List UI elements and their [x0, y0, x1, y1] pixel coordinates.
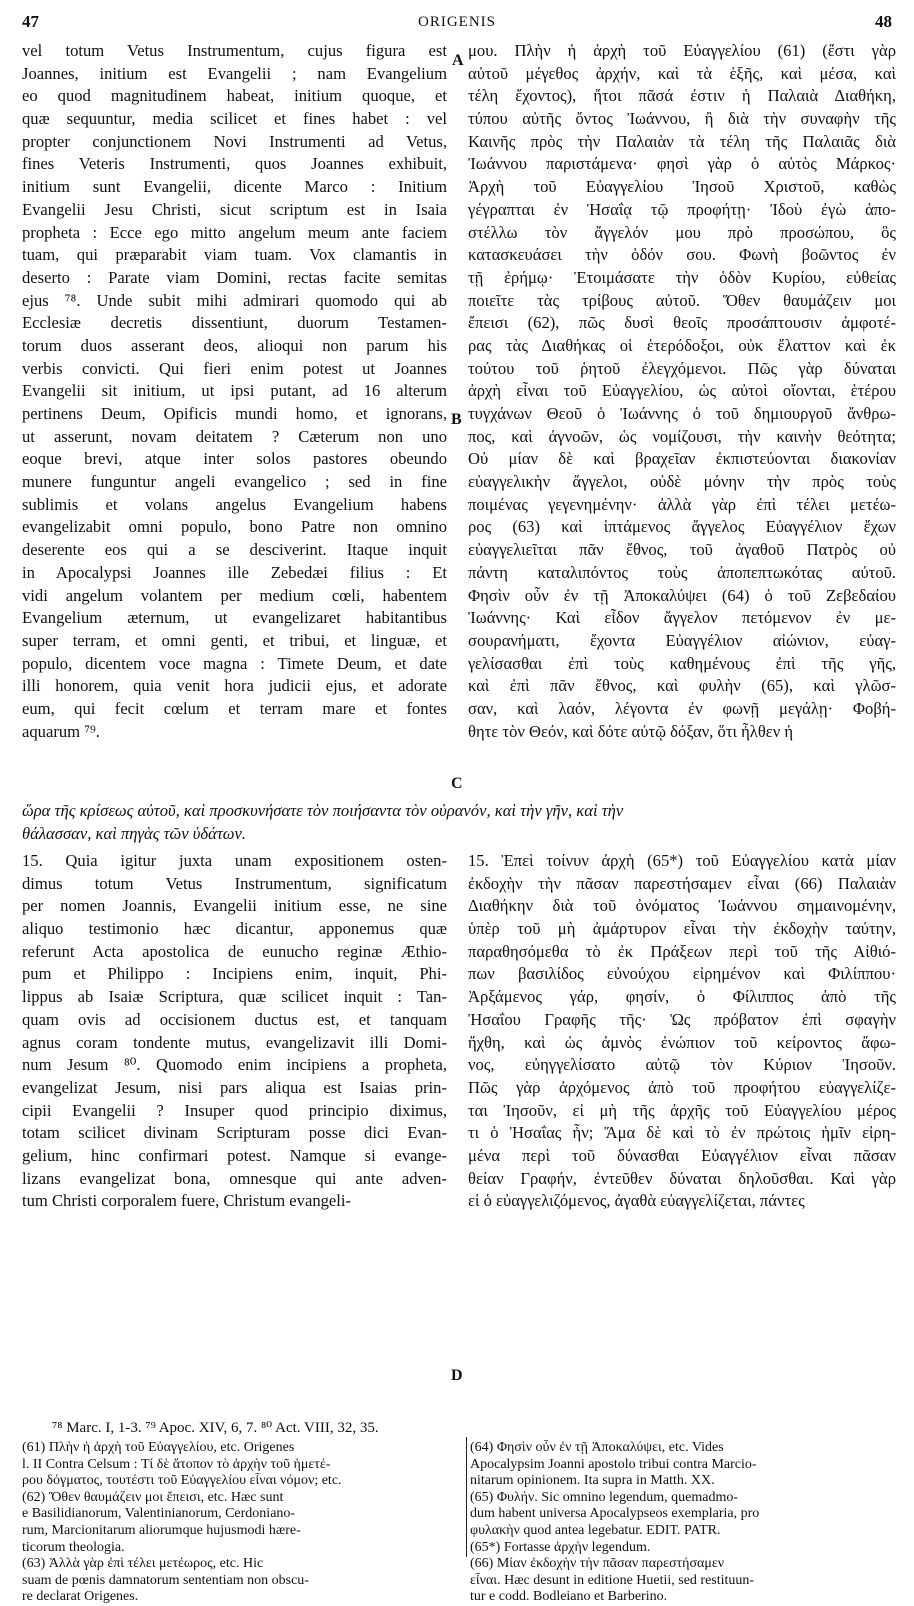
greek-bridge-text — [22, 800, 896, 845]
margin-letter-a: A — [452, 52, 464, 69]
text-line: munere funguntur angeli evangelico ; sed in fine — [22, 472, 447, 492]
text-line: populo, dicentem voce magna : Timete Deum, et date — [22, 653, 447, 673]
text-line: Διαθήκην διὰ τοῦ ὀνόματος Ἰωάννου σημαινομένην, — [468, 896, 896, 916]
footnote-line: ρου δόγματος, τουτέστι τοῦ Εὐαγγελίου εἶναι νόμον; etc. — [22, 1473, 342, 1489]
text-line: Καινῆς πρὸς τὴν Παλαιὰν τὰ τέλη τῆς Παλαιᾶς διὰ — [468, 131, 896, 151]
footnote-line: Apocalypsim Joanni apostolo tribui contra Marcio- — [470, 1456, 757, 1472]
text-line: propheta : Ecce ego mitto angelum meum ante faciem — [22, 222, 447, 242]
text-line: ἀρχὴ εἶναι τοῦ Εὐαγγελίου, ὡς αὐτοὶ οἴονται, ἑτέρου — [468, 381, 896, 401]
text-line: Ἰωάννης· Καὶ εἶδον ἄγγελον πετόμενον ἐν με- — [468, 608, 896, 628]
text-line: Joannes, initium est Evangelii ; nam Evangelium — [22, 63, 447, 83]
footnote-line: nitarum opinionem. Ita supra in Matth. XX. — [470, 1473, 715, 1489]
footnote-line: (63) Ἀλλὰ γὰρ ἐπὶ τέλει μετέωρος, etc. Hic — [22, 1556, 264, 1572]
text-line: eo quod magnitudinem habeat, initium quoque, et — [22, 86, 447, 106]
text-line: pum et Philippo : Incipiens enim, inquit, Phi- — [22, 964, 447, 984]
footnote-divider — [466, 1437, 467, 1557]
margin-letter-c: C — [451, 775, 463, 792]
text-line: Ἰωάννου παριστάμενα· φησὶ γὰρ ὁ αὐτὸς Μάρκος· — [468, 154, 896, 174]
text-line: ὑπὲρ τοῦ μὴ ἀμάρτυρον εἶναι τὴν ἐκδοχὴν ταύτην, — [468, 919, 896, 939]
text-line: Ecclesiæ decretis dissentiunt, duorum Testamen- — [22, 313, 447, 333]
text-line: aquarum ⁷⁹. — [22, 721, 100, 741]
text-line: super terram, et omni genti, et tribui, et linguæ, et — [22, 630, 447, 650]
greek-column-top — [468, 40, 896, 820]
text-line: μένα περὶ τοῦ δύνασθαι Εὐαγγέλιον εἶναι πᾶσαν — [468, 1145, 896, 1165]
footnote-line: e Basilidianorum, Valentinianorum, Cerdoniano- — [22, 1506, 296, 1522]
text-line: τούτου τοῦ ῥητοῦ ἐλεγχόμενοι. Πῶς γὰρ δύναται — [468, 358, 896, 378]
text-line: deserto : Parate viam Domini, rectas facite semitas — [22, 267, 447, 287]
footnote-line: (64) Φησὶν οὖν ἐν τῇ Ἀποκαλύψει, etc. Vides — [470, 1440, 724, 1455]
latin-column-top — [22, 40, 447, 840]
text-line: totam scilicet divinam Scripturam posse dici Evan- — [22, 1123, 447, 1143]
latin-column-bottom — [22, 850, 447, 1430]
footnote-line: (65*) Fortasse ἀρχὴν legendum. — [470, 1539, 651, 1555]
text-line: στέλλω τὸν ἄγγελόν μου πρὸ προσώπου, ὃς — [468, 222, 896, 242]
text-line: quam ovis ad occisionem ductus est, et tanquam — [22, 1009, 447, 1029]
text-line: σουρανήματι, ἔχοντα Εὐαγγέλιον αἰώνιον, εὐαγ- — [468, 630, 896, 650]
text-line: tum Christi corporalem fuere, Christum evangeli- — [22, 1191, 352, 1211]
footnote-line: suam de pœnis damnatorum sententiam non obscu- — [22, 1572, 309, 1588]
footnote-line: re declarat Origenes. — [22, 1589, 139, 1605]
text-line: evangelizat Jesum, nisi pars aliqua est Isaias prin- — [22, 1077, 447, 1097]
text-line: ἤχθη, καὶ ὡς ἀμνὸς ἐνώπιον τοῦ κείροντος ἄφω- — [468, 1032, 896, 1052]
text-line: τυγχάνων Θεοῦ ὁ Ἰωάννης ὁ τοῦ δημιουργοῦ ἄνθρω- — [468, 404, 896, 423]
footnote-line: tur e codd. Bodleiano et Barberino. — [470, 1589, 668, 1605]
text-line: dimus totum Vetus Instrumentum, significatum — [22, 873, 447, 893]
text-line: τι ὁ Ἠσαΐας ἦν; Ἅμα δὲ καὶ τὸ ἐν πρώτοις ἡμῖν εἰρη- — [468, 1123, 896, 1143]
text-line: ρος (63) καὶ ἱπτάμενος ἄγγελος Εὐαγγέλιον ἔχων — [468, 517, 896, 537]
text-line: evangelizabit omni populo, bono Patre non omnino — [22, 517, 447, 537]
footnote-line: εἶναι. Hæc desunt in editione Huetii, sed restituun- — [470, 1572, 755, 1588]
text-line: τῇ ἐρήμῳ· Ἑτοιμάσατε τὴν ὁδὸν Κυρίου, εὐθείας — [468, 267, 896, 287]
text-line: fines Veteris Instrumenti, quos Joannes exhibuit, — [22, 154, 447, 174]
footnote-line: (66) Μίαν ἐκδοχὴν τὴν πᾶσαν παρεστήσαμεν — [470, 1556, 725, 1572]
text-line: εὐαγγελιεῖται πᾶν ἔθνος, τοῦ ἀγαθοῦ Πατρὸς οὐ — [468, 540, 896, 560]
text-line: Ἀρξάμενος γάρ, φησίν, ὁ Φίλιππος ἀπὸ τῆς — [468, 987, 896, 1007]
text-line: Evangelii sit initium, ut ipsi putant, ad 16 alterum — [22, 381, 447, 401]
text-line: Φησὶν οὖν ἐν τῇ Ἀποκαλύψει (64) ὁ τοῦ Ζεβεδαίου — [468, 585, 896, 605]
text-line: torum duos asserant deos, alioqui non parum his — [22, 335, 447, 355]
text-line: num Jesum ⁸⁰. Quomodo enim incipiens a propheta, — [22, 1055, 447, 1075]
text-line: γελίσασθαι ἐπὶ τοὺς καθημένους ἐπὶ τῆς γῆς, — [468, 653, 896, 673]
text-line: verbis convicti. Qui fieri enim potest ut Joannes — [22, 358, 447, 378]
text-line: Evangelii Jesu Christi, sicut scriptum est in Isaia — [22, 199, 447, 219]
text-line: 15. Quia igitur juxta unam expositionem osten- — [22, 851, 447, 870]
text-line: per nomen Joannis, Evangelii initium esse, ne sine — [22, 896, 447, 916]
page-number-left: 47 — [22, 12, 39, 31]
text-line: καὶ ἐπὶ πᾶν ἔθνος, καὶ φυλὴν (65), καὶ γλῶσ- — [468, 676, 896, 696]
text-line: γέγραπται ἐν Ἡσαΐᾳ τῷ προφήτῃ· Ἰδοὺ ἐγὼ ἀπο- — [468, 199, 896, 219]
footnote-line: rum, Marcionitarum aliorumque hujusmodi hære- — [22, 1522, 301, 1538]
text-line: eoque brevi, atque inter solos pastores obeundo — [22, 449, 447, 469]
footnotes-right — [470, 1440, 895, 1606]
text-line: κατασκευάσει τὴν ὁδόν σου. Φωνὴ βοῶντος ἐν — [468, 245, 896, 265]
page-number-right: 48 — [875, 12, 892, 31]
footnotes-left — [22, 1440, 442, 1606]
text-line: ἐκδοχὴν τὴν πᾶσαν παρεστήσαμεν εἶναι (66) Παλαιὰν — [468, 873, 896, 893]
text-line: ἔπεισι (62), πῶς δυσὶ θεοῖς προσάπτουσιν ἀμφοτέ- — [468, 313, 896, 333]
text-line: Evangelium æternum, ut evangelizaret habitantibus — [22, 608, 447, 628]
footnote-line: l. II Contra Celsum : Τί δὲ ἄτοπον τὸ ἀρχὴν τοῦ ἡμετέ- — [22, 1456, 331, 1472]
text-line: initium sunt Evangelii, dicente Marco : Initium — [22, 177, 447, 197]
text-line: Ἀρχὴ τοῦ Εὐαγγελίου Ἰησοῦ Χριστοῦ, καθὼς — [468, 177, 896, 197]
text-line: πάντη καταλιπόντος τοὺς ἀποπεπτωκότας αὐτοῦ. — [468, 562, 896, 582]
running-title: ORIGENIS — [418, 14, 496, 30]
text-line: referunt Acta apostolica de eunucho reginæ Æthio- — [22, 941, 447, 961]
text-line: Ἠσαΐου Γραφῆς τῆς· Ὡς πρόβατον ἐπὶ σφαγὴν — [468, 1009, 896, 1029]
text-line: νος, εὐηγγελίσατο αὐτῷ τὸν Κύριον Ἰησοῦν. — [468, 1055, 896, 1075]
text-line: σαν, καὶ λαόν, λέγοντα ἐν φωνῇ μεγάλῃ· Φοβή- — [468, 698, 896, 718]
text-line: θάλασσαν, καὶ πηγὰς τῶν ὑδάτων. — [22, 823, 246, 843]
text-line: aliquo testimonio hæc dicantur, apponemus quæ — [22, 919, 447, 939]
text-line: illi honorem, quia venit hora judicii ejus, et adorate — [22, 676, 447, 696]
text-line: θητε τὸν Θεόν, καὶ δότε αὐτῷ δόξαν, ὅτι ἦλθεν ἡ — [468, 721, 794, 741]
text-line: ποιεῖτε τὰς τρίβους αὐτοῦ. Ὅθεν θαυμάζειν μοι — [468, 290, 896, 310]
text-line: eum, qui fecit cœlum et terram mare et fontes — [22, 698, 447, 718]
footnote-line: ticorum theologia. — [22, 1539, 125, 1555]
margin-letter-b: B — [451, 411, 462, 428]
text-line: lizans evangelizat bona, omnesque qui ante adven- — [22, 1168, 447, 1188]
text-line: lippus ab Isaiæ Scriptura, quæ scilicet inquit : Tan- — [22, 987, 447, 1007]
footnote-line: dum habent universa Apocalypseos exemplaria, pro — [470, 1506, 760, 1522]
text-line: θείαν Γραφήν, ἐντεῦθεν δύναται δηλοῦσθαι. Καὶ γὰρ — [468, 1168, 896, 1188]
text-line: τύπου αὐτῆς ὄντος Ἰωάννου, ἢ διὰ τὴν συναφὴν τῆς — [468, 109, 896, 129]
text-line: 15. Ἐπεὶ τοίνυν ἀρχὴ (65*) τοῦ Εὐαγγελίου κατὰ μίαν — [468, 851, 896, 870]
text-line: μου. Πλὴν ἡ ἀρχὴ τοῦ Εὐαγγελίου (61) (ἔστι γὰρ — [468, 41, 896, 60]
text-line: deserente eos qui a se desciverint. Itaque inquit — [22, 540, 447, 560]
text-line: tuam, qui præparabit viam tuam. Vox clamantis in — [22, 245, 447, 265]
text-line: πων βασιλίδος εὐνούχου εἰρημένον καὶ Φιλίππου· — [468, 964, 896, 984]
scripture-references: ⁷⁸ Marc. I, 1-3. ⁷⁹ Apoc. XIV, 6, 7. ⁸⁰ Act. VIII, 32, 35. — [52, 1420, 379, 1436]
text-line: vel totum Vetus Instrumentum, cujus figura est — [22, 41, 447, 60]
footnote-line: φυλακὴν quod antea legebatur. EDIT. PATR. — [470, 1522, 721, 1538]
text-line: agnus coram tondente mutus, evangelizavit illi Domi- — [22, 1032, 447, 1052]
greek-column-bottom — [468, 850, 896, 1430]
footnote-line: (62) Ὅθεν θαυμάζειν μοι ἔπεισι, etc. Hæc sunt — [22, 1489, 284, 1505]
text-line: propter conjunctionem Novi Instrumenti ad Vetus, — [22, 131, 447, 151]
text-line: ὥρα τῆς κρίσεως αὐτοῦ, καὶ προσκυνήσατε τὸν ποιήσαντα τὸν οὐρανόν, καὶ τὴν γῆν, καὶ τὴν — [22, 801, 624, 820]
text-line: ρας τὰς Διαθήκας οἱ ἑτερόδοξοι, οὐκ ἔλαττον καὶ ἐκ — [468, 335, 896, 355]
text-line: αὐτοῦ μέγεθος ἀρχήν, καὶ τὰ ἑξῆς, καὶ μέσα, καὶ — [468, 63, 896, 83]
footnote-line: (61) Πλὴν ἡ ἀρχὴ τοῦ Εὐαγγελίου, etc. Origenes — [22, 1440, 295, 1455]
text-line: Πῶς γὰρ ἀρχόμενος ἀπὸ τοῦ προφήτου εὐαγγελίζε- — [468, 1077, 896, 1097]
text-line: τέλη ἔχοντος), ἤτοι πᾶσά ἐστιν ἡ Παλαιὰ Διαθήκη, — [468, 86, 896, 106]
text-line: παραθησόμεθα τὸ ἐκ Πράξεων περὶ τοῦ τῆς Αἰθιό- — [468, 941, 896, 961]
text-line: πος, καὶ ἀγνοῶν, ὡς νομίζουσι, τὴν καινὴν θεότητα; — [468, 426, 896, 446]
text-line: εἰ ὁ εὐαγγελιζόμενος, ἀγαθὰ εὐαγγελίζεται, πάντες — [468, 1191, 805, 1211]
text-line: ejus ⁷⁸. Unde subit mihi admirari quomodo qui ab — [22, 290, 447, 310]
margin-letter-d: D — [451, 1367, 463, 1384]
text-line: cipii Evangelii ? Insuper quod principio diximus, — [22, 1100, 447, 1120]
text-line: sublimis et volans angelus Evangelium habens — [22, 494, 447, 514]
text-line: pertinens Deum, Opificis mundi homo, et ignorans, — [22, 404, 447, 423]
text-line: ται Ἰησοῦν, εἰ μὴ τῆς ἀρχῆς τοῦ Εὐαγγελίου μέρος — [468, 1100, 896, 1120]
text-line: gelium, hinc confirmari potest. Namque si evange- — [22, 1145, 447, 1165]
text-line: vidi angelum volantem per medium cœli, habentem — [22, 585, 447, 605]
text-line: ut asserunt, novam deitatem ? Cæterum non uno — [22, 426, 447, 446]
text-line: εὐαγγελικὴν ἄγγελοι, οὐδὲ μόνην τὴν πρὸς τοὺς — [468, 472, 896, 492]
footnote-line: (65) Φυλήν. Sic omnino legendum, quemadmo- — [470, 1489, 739, 1505]
text-line: ποιμένας γεγενημένην· ἀλλὰ γὰρ ἐπὶ τέλει μετέω- — [468, 494, 896, 514]
text-line: in Apocalypsi Joannes ille Zebedæi filius : Et — [22, 562, 447, 582]
page-header — [22, 12, 892, 36]
text-line: quæ sequuntur, media scilicet et fines habet : vel — [22, 109, 447, 129]
text-line: Οὐ μίαν δὲ καὶ βραχεῖαν ἐκπιστεύονται διακονίαν — [468, 449, 896, 469]
